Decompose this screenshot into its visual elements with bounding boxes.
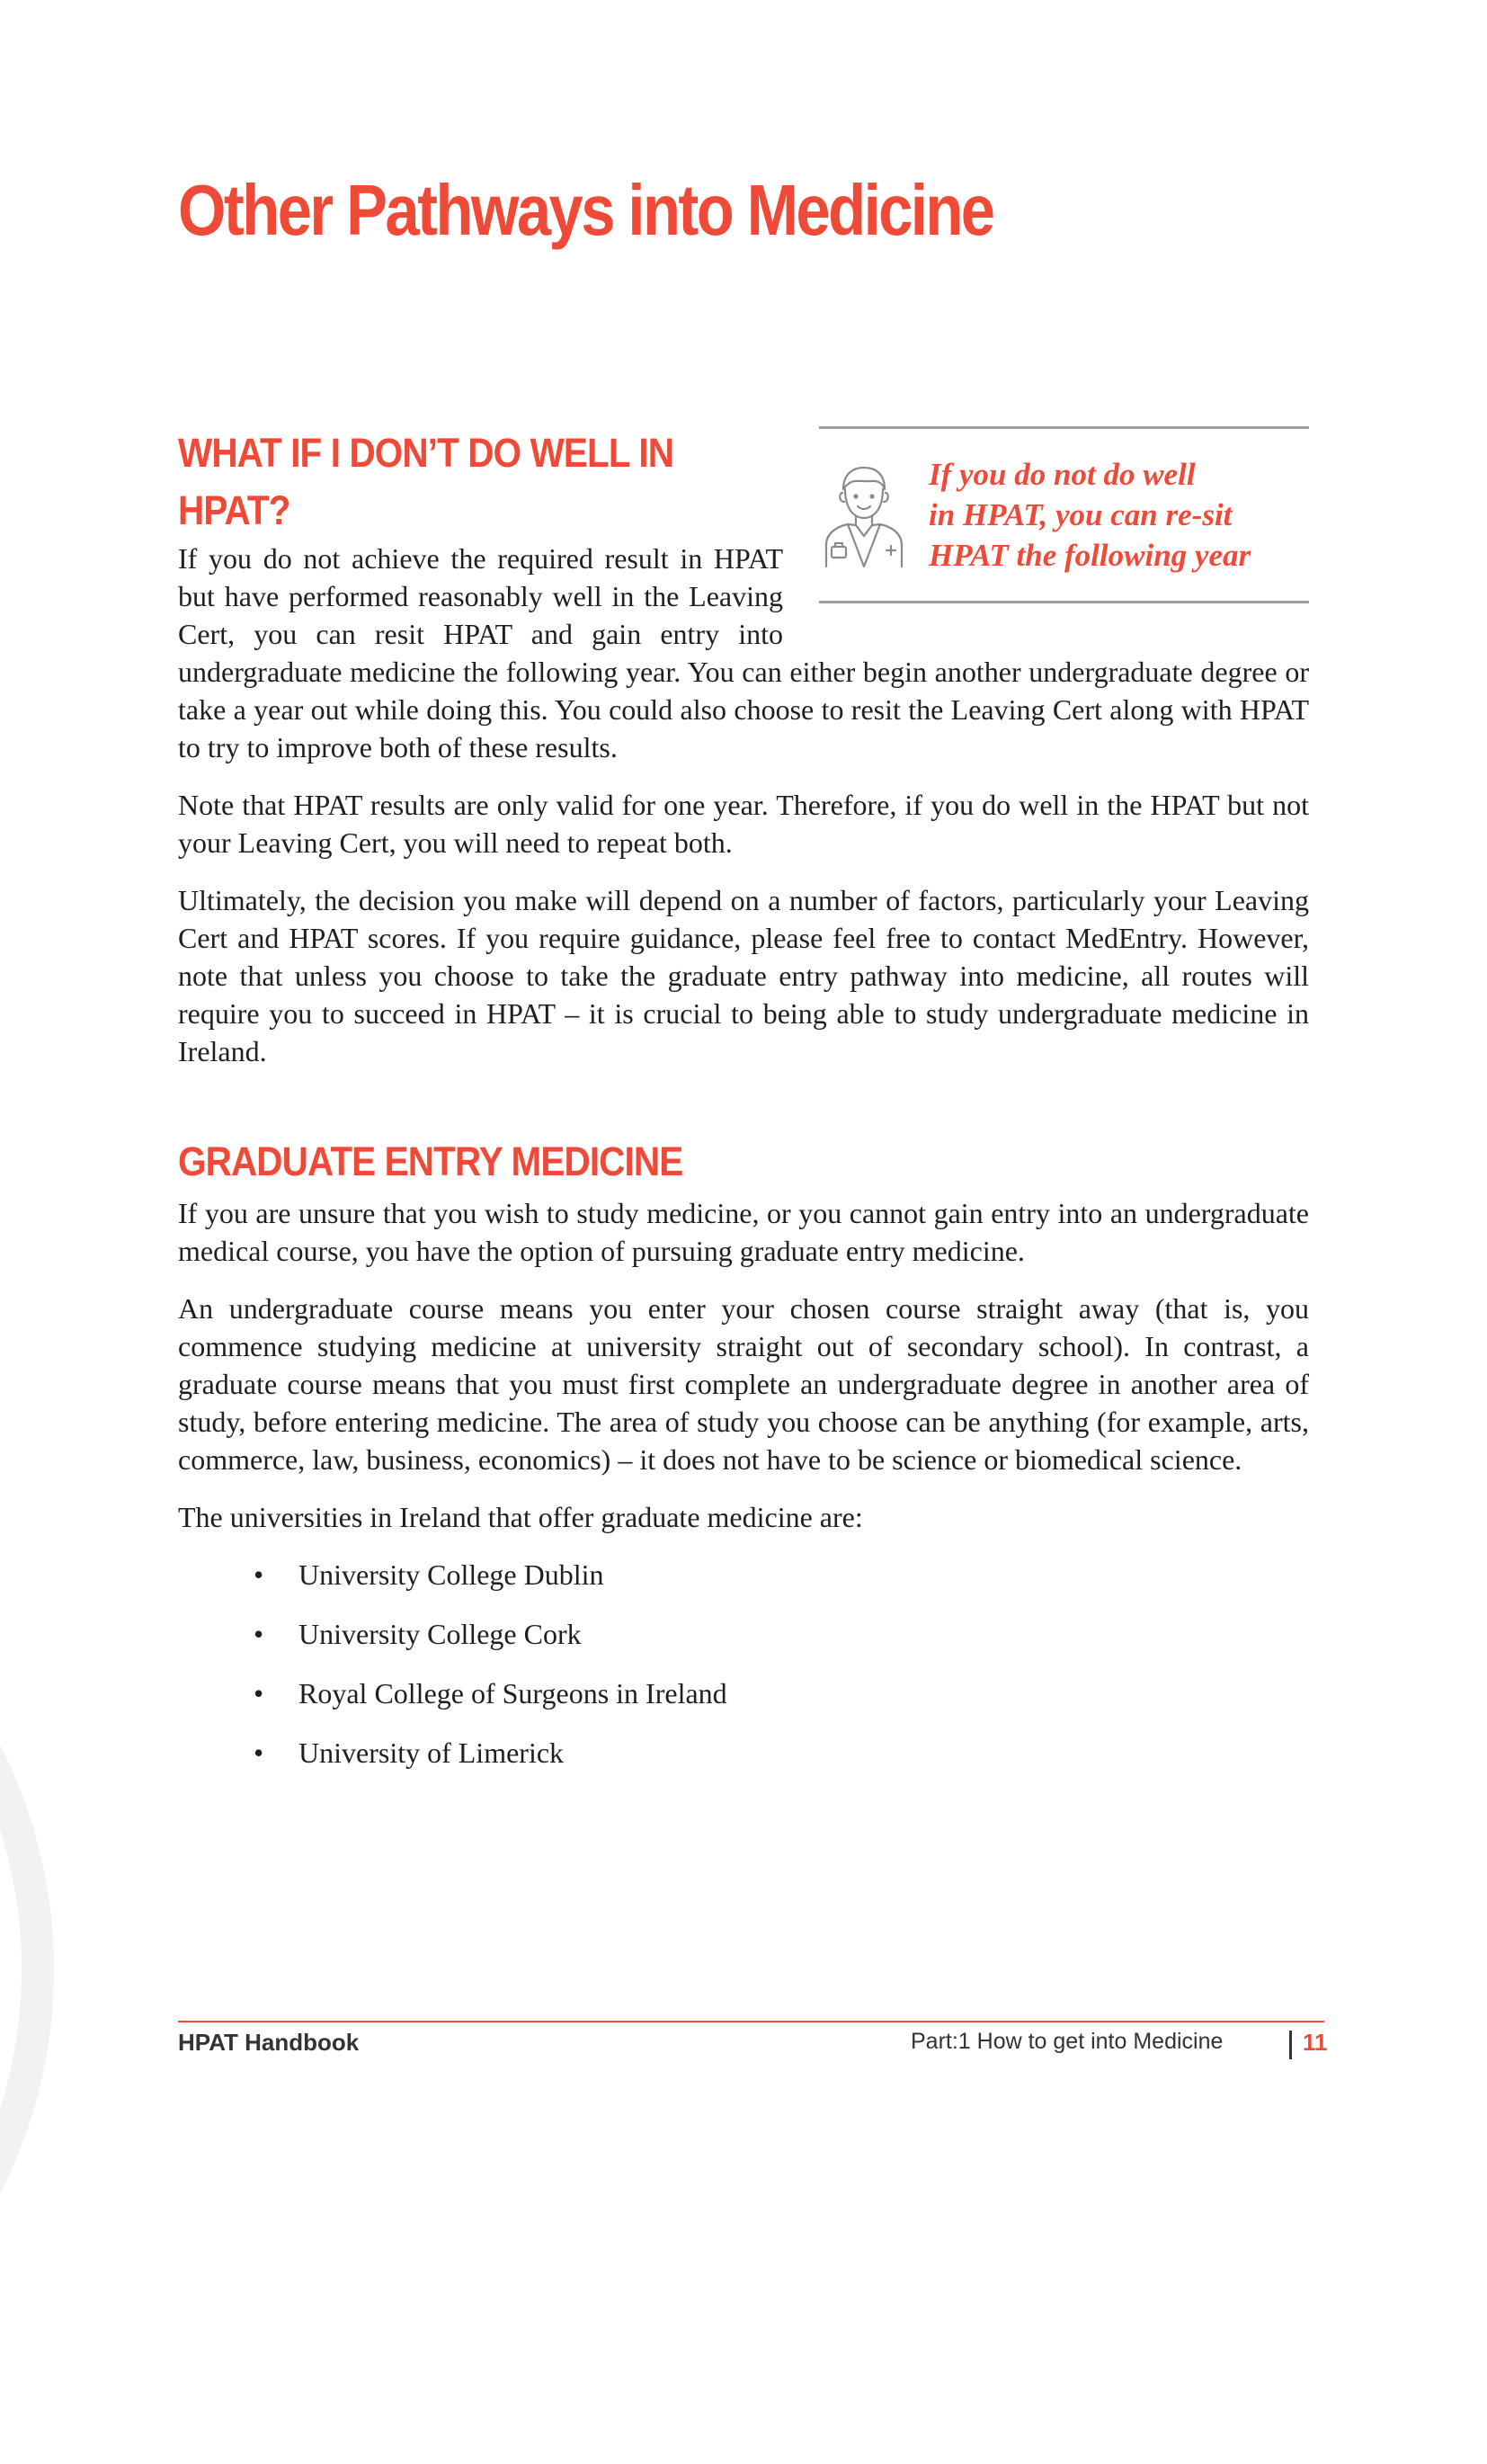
list-item-label: University College Cork <box>298 1618 582 1650</box>
callout-line: HPAT the following year <box>929 538 1251 573</box>
list-item <box>254 1734 1309 1772</box>
paragraph: Note that HPAT results are only valid for one year. Therefore, if you do well in the HPAT but not your Leaving Cert, you will need to repeat both. <box>178 789 1309 859</box>
university-list <box>178 1556 1309 1772</box>
footer-divider <box>1289 2031 1292 2059</box>
callout-line: If you do not do well <box>929 457 1196 492</box>
list-item <box>254 1674 1309 1712</box>
bullet: • <box>254 1677 264 1710</box>
footer-section-title: Part:1 How to get into Medicine <box>911 2029 1224 2054</box>
list-item-label: Royal College of Surgeons in Ireland <box>298 1677 727 1710</box>
page-number: 11 <box>1303 2029 1328 2056</box>
bullet: • <box>254 1618 264 1650</box>
section-heading-hpat: WHAT IF I DON’T DO WELL IN HPAT? <box>178 430 674 533</box>
page-title: Other Pathways into Medicine <box>178 170 993 250</box>
paragraph: An undergraduate course means you enter your chosen course straight away (that is, you commence studying medicine at university straight out of secondary school). In contrast, a graduate course means that you must first complete an undergraduate degree in another area of study, before entering medicine. The area of study you choose can be anything (for example, arts, commerce, law, business, economics) – it does not have to be science or biomedical science. <box>178 1292 1309 1476</box>
list-item-label: University of Limerick <box>298 1736 565 1769</box>
footer-book-title: HPAT Handbook <box>178 2029 360 2056</box>
section-graduate-entry <box>178 1133 1309 1772</box>
list-item-label: University College Dublin <box>298 1558 604 1591</box>
list-item <box>254 1615 1309 1653</box>
footer-rule <box>178 2021 1324 2022</box>
list-item <box>254 1556 1309 1594</box>
paragraph: If you are unsure that you wish to study medicine, or you cannot gain entry into an undergraduate medical course, you have the option of pursuing graduate entry medicine. <box>178 1197 1309 1267</box>
bullet: • <box>254 1558 264 1591</box>
section-heading-graduate-entry: GRADUATE ENTRY MEDICINE <box>178 1138 683 1184</box>
decorative-arc <box>0 1475 54 2464</box>
page-content <box>178 424 1309 1793</box>
callout-line: in HPAT, you can re-sit <box>929 497 1233 532</box>
paragraph: The universities in Ireland that offer graduate medicine are: <box>178 1501 863 1533</box>
bullet: • <box>254 1736 264 1769</box>
paragraph: If you do not achieve the required result in HPAT but have performed reasonably well in the Leaving Cert, you can resit HPAT and gain entry into undergraduate medicine the following year. You can either begin another undergraduate degree or take a year out while doing this. You could also choose to resit the Leaving Cert along with HPAT to try to improve both of these results. <box>178 542 1309 763</box>
paragraph: Ultimately, the decision you make will depend on a number of factors, particularly your Leaving Cert and HPAT scores. If you require guidance, please feel free to contact MedEntry. However, note that unless you choose to take the graduate entry pathway into medicine, all routes will require you to succeed in HPAT – it is crucial to being able to study undergraduate medicine in Ireland. <box>178 884 1309 1067</box>
